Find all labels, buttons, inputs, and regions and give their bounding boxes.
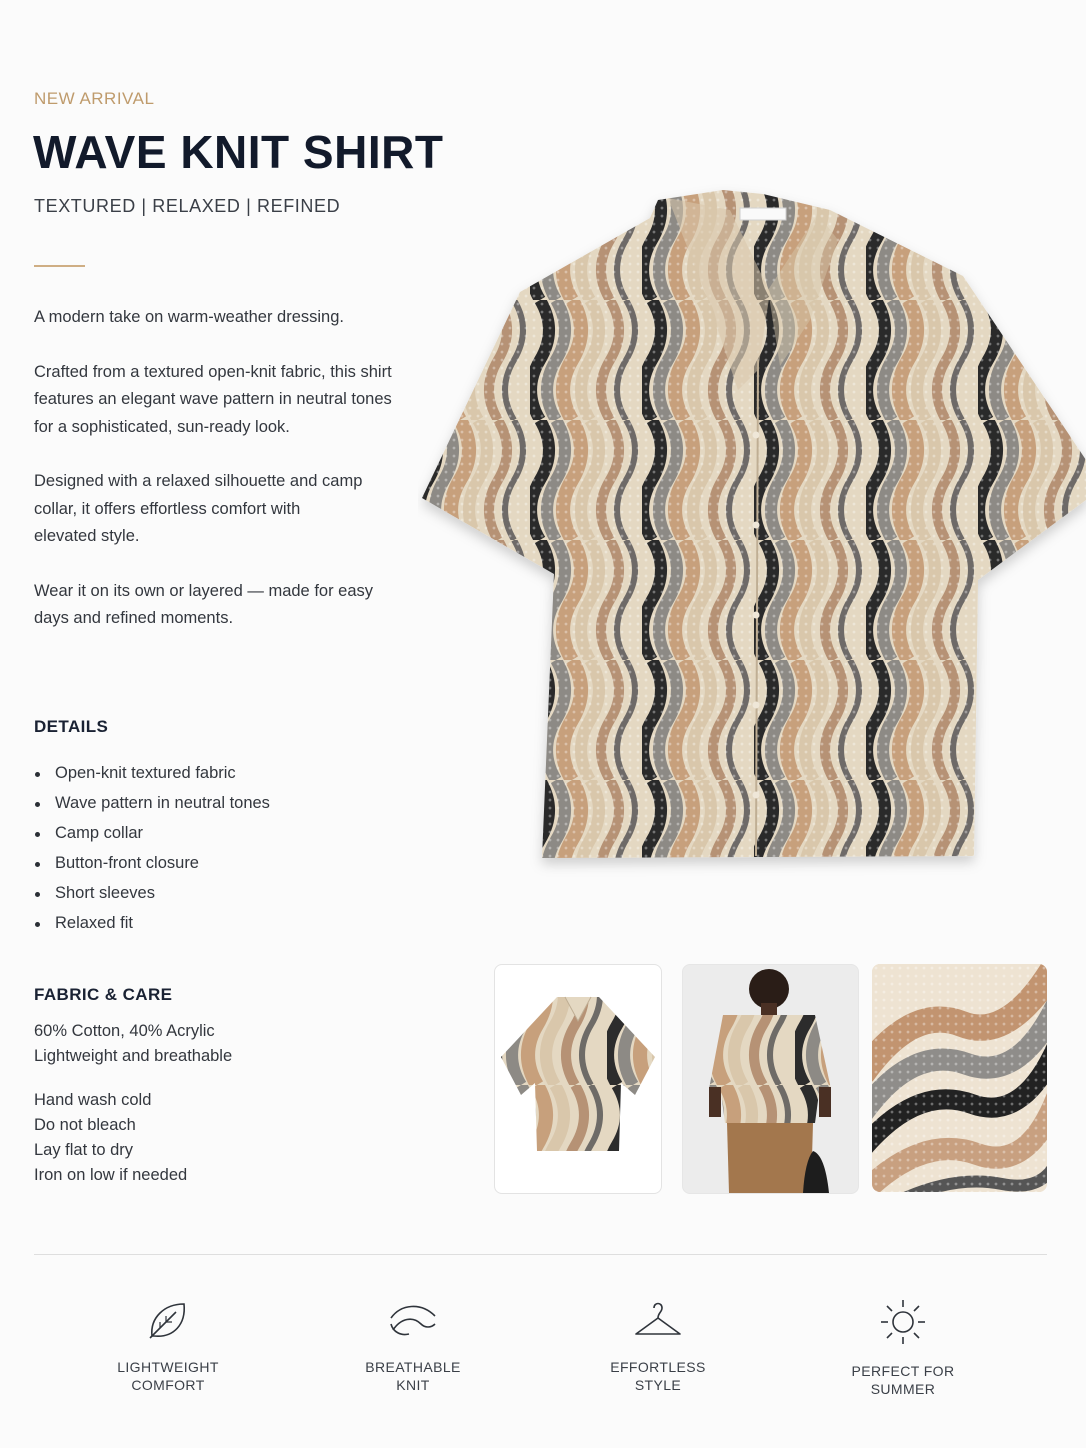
- feature-label-line: COMFORT: [131, 1377, 205, 1393]
- fabric-care-heading: FABRIC & CARE: [34, 985, 173, 1004]
- list-item: Short sleeves: [34, 880, 270, 910]
- care-line: Hand wash cold: [34, 1091, 152, 1109]
- feature-label-line: EFFORTLESS: [610, 1359, 706, 1375]
- feature-summer: [803, 1298, 1003, 1398]
- fabric-composition: [34, 1019, 232, 1069]
- accent-rule: [34, 265, 85, 267]
- feature-lightweight: [68, 1298, 268, 1394]
- feature-breathable: [313, 1298, 513, 1394]
- care-line: Lay flat to dry: [34, 1141, 134, 1159]
- composition-line: Lightweight and breathable: [34, 1047, 233, 1065]
- knit-wave-icon: [387, 1298, 439, 1342]
- care-instructions: [34, 1088, 187, 1188]
- feature-label-line: KNIT: [396, 1377, 430, 1393]
- description-paragraph: Crafted from a textured open-knit fabric, this shirt features an elegant wave pattern in neutral tones for a sophisticated, sun-ready look.: [34, 362, 392, 436]
- thumbnail-model-back[interactable]: [682, 964, 859, 1194]
- leaf-icon: [146, 1298, 190, 1342]
- feature-label-line: LIGHTWEIGHT: [117, 1359, 219, 1375]
- list-item: Wave pattern in neutral tones: [34, 790, 270, 820]
- description-paragraph: Wear it on its own or layered — made for easy days and refined moments.: [34, 581, 374, 627]
- details-list: [34, 760, 270, 940]
- list-item: Open-knit textured fabric: [34, 760, 270, 790]
- list-item: Button-front closure: [34, 850, 270, 880]
- product-description: [34, 304, 414, 660]
- feature-label-line: BREATHABLE: [365, 1359, 461, 1375]
- hero-shirt-image: [418, 180, 1086, 880]
- feature-effortless: [558, 1298, 758, 1394]
- sun-icon: [879, 1298, 927, 1346]
- thumbnail-model-image: [683, 965, 858, 1193]
- section-divider: [34, 1254, 1047, 1255]
- composition-line: 60% Cotton, 40% Acrylic: [34, 1022, 215, 1040]
- description-paragraph: A modern take on warm-weather dressing.: [34, 308, 344, 326]
- product-title: WAVE KNIT SHIRT: [33, 126, 444, 178]
- care-line: Iron on low if needed: [34, 1166, 188, 1184]
- thumbnail-fabric-closeup[interactable]: [872, 964, 1047, 1192]
- care-line: Do not bleach: [34, 1116, 136, 1134]
- hanger-icon: [632, 1298, 684, 1342]
- list-item: Camp collar: [34, 820, 270, 850]
- feature-label-line: PERFECT FOR: [851, 1363, 955, 1379]
- feature-label-line: SUMMER: [870, 1381, 936, 1397]
- description-paragraph: Designed with a relaxed silhouette and camp collar, it offers effortless comfort with elevated style.: [34, 472, 363, 545]
- list-item: Relaxed fit: [34, 910, 270, 940]
- thumbnail-shirt-image: [495, 965, 661, 1193]
- details-heading: DETAILS: [34, 717, 109, 736]
- thumbnail-fabric-image: [872, 964, 1047, 1192]
- thumbnail-flat-lay[interactable]: [494, 964, 662, 1194]
- product-tagline: TEXTURED | RELAXED | REFINED: [34, 196, 341, 216]
- eyebrow-new-arrival: NEW ARRIVAL: [34, 89, 155, 108]
- feature-label-line: STYLE: [634, 1377, 682, 1393]
